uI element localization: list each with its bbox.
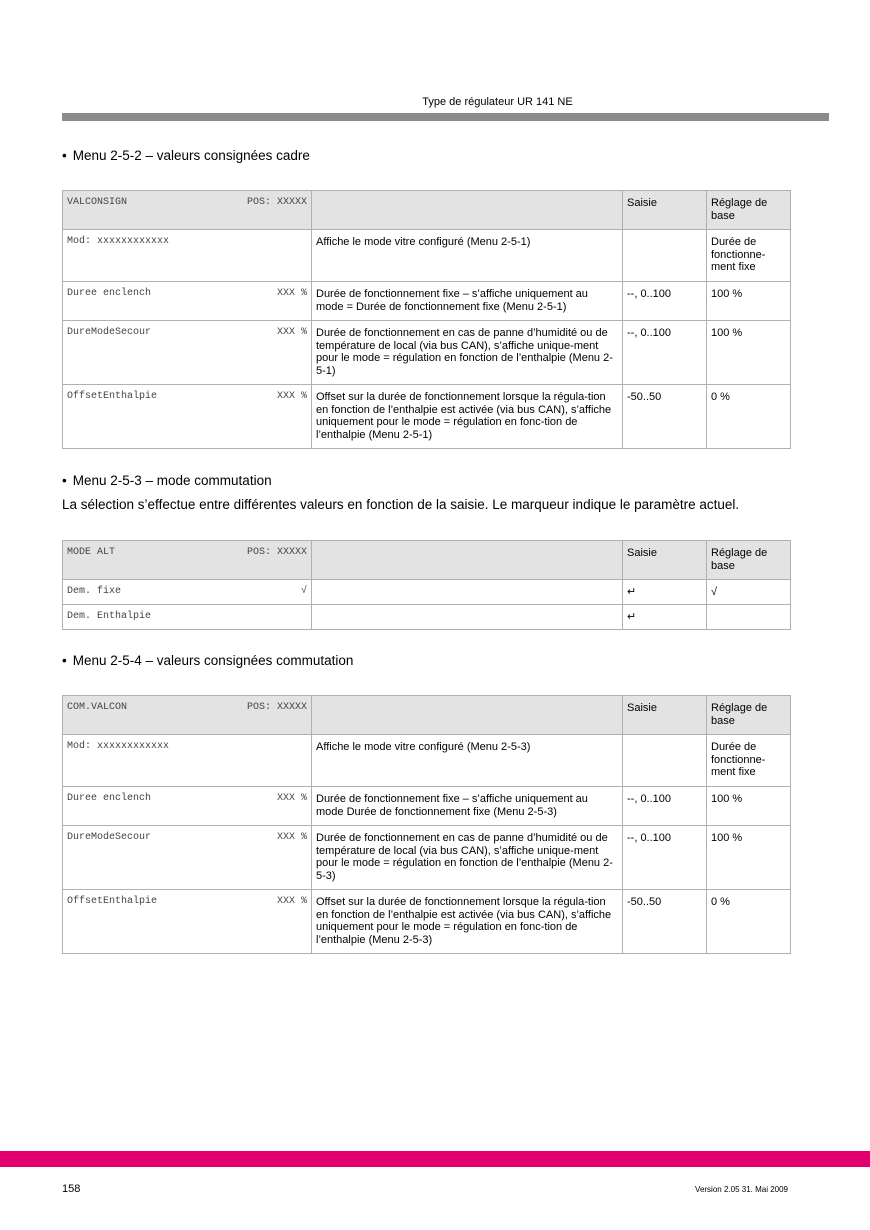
row-reglage: 100 % (707, 321, 791, 385)
header-cell-saisie: Saisie (623, 191, 707, 230)
row-code-cell (63, 230, 312, 282)
row-reglage: Durée de fonctionne-ment fixe (707, 230, 791, 282)
row-value: XXX % (276, 832, 307, 843)
table-row (63, 787, 791, 826)
row-reglage: 0 % (707, 890, 791, 954)
row-value: XXX % (276, 288, 307, 299)
row-saisie: --, 0..100 (623, 321, 707, 385)
row-saisie (623, 230, 707, 282)
table-header-row (63, 191, 791, 230)
section-title-text: Menu 2-5-4 – valeurs consignées commutation (72, 653, 354, 668)
table-com-valcon (62, 695, 791, 954)
header-cell-code (63, 191, 312, 230)
row-description: Affiche le mode vitre configuré (Menu 2-5-3) (312, 735, 623, 787)
row-description: Durée de fonctionnement en cas de panne d’humidité ou de température de local (via bus CAN), s’affiche unique-ment pour le mode = régulation en fonction de l’enthalpie (Menu 2-5-1) (312, 321, 623, 385)
table-header-row (63, 696, 791, 735)
row-description: Offset sur la durée de fonctionnement lorsque la régula-tion en fonction de l’enthalpie est activée (via bus CAN), s’affiche uniquement pour le mode = régulation en fonc-tion de l’enthalpie (Menu 2-5-3) (312, 890, 623, 954)
row-description (312, 605, 623, 630)
enter-key-icon: ↵ (623, 605, 707, 630)
row-code: Dem. Enthalpie (67, 611, 152, 622)
row-code: Duree enclench (67, 793, 152, 804)
row-code-cell (63, 385, 312, 449)
row-code-cell (63, 580, 312, 605)
section-title-text: Menu 2-5-2 – valeurs consignées cadre (72, 148, 310, 163)
row-reglage: 100 % (707, 282, 791, 321)
row-reglage: Durée de fonctionne-ment fixe (707, 735, 791, 787)
row-description (312, 580, 623, 605)
row-code: Mod: xxxxxxxxxxxx (67, 236, 170, 247)
version-label: Version 2.05 31. Mai 2009 (695, 1185, 788, 1194)
table-row (63, 282, 791, 321)
table-row (63, 321, 791, 385)
row-code-cell (63, 890, 312, 954)
header-code: VALCONSIGN (67, 197, 128, 208)
row-code: OffsetEnthalpie (67, 896, 158, 907)
table-row (63, 385, 791, 449)
row-reglage: 100 % (707, 826, 791, 890)
row-code-cell (63, 787, 312, 826)
header-cell-reglage: Réglage de base (707, 191, 791, 230)
table-row (63, 605, 791, 630)
table-row (63, 890, 791, 954)
bullet-icon: • (62, 653, 67, 668)
section-title-menu-2-5-4 (62, 653, 353, 668)
row-description: Durée de fonctionnement fixe – s’affiche uniquement au mode Durée de fonctionnement fixe (Menu 2-5-3) (312, 787, 623, 826)
row-code: Duree enclench (67, 288, 152, 299)
row-code: Mod: xxxxxxxxxxxx (67, 741, 170, 752)
checkmark-icon: √ (300, 586, 307, 597)
row-code: DureModeSecour (67, 327, 152, 338)
row-code: Dem. fixe (67, 586, 122, 597)
header-cell-code (63, 696, 312, 735)
header-code: MODE ALT (67, 547, 116, 558)
row-code: OffsetEnthalpie (67, 391, 158, 402)
row-description: Durée de fonctionnement fixe – s’affiche uniquement au mode = Durée de fonctionnement fixe (Menu 2-5-1) (312, 282, 623, 321)
row-code-cell (63, 605, 312, 630)
row-saisie (623, 735, 707, 787)
table-valconsign (62, 190, 791, 449)
row-reglage: 0 % (707, 385, 791, 449)
row-code-cell (63, 321, 312, 385)
section-paragraph: La sélection s’effectue entre différentes valeurs en fonction de la saisie. Le marqueur indique le paramètre actuel. (62, 497, 740, 512)
document-header-title: Type de régulateur UR 141 NE (422, 96, 573, 108)
section-title-menu-2-5-3 (62, 473, 272, 488)
row-saisie: --, 0..100 (623, 826, 707, 890)
checkmark-icon: √ (707, 580, 791, 605)
enter-key-icon: ↵ (623, 580, 707, 605)
table-header-row (63, 541, 791, 580)
row-code-cell (63, 735, 312, 787)
row-description: Offset sur la durée de fonctionnement lorsque la régula-tion en fonction de l’enthalpie est activée (via bus CAN), s’affiche uniquement pour le mode = régulation en fonc-tion de l’enthalpie (Menu 2-5-1) (312, 385, 623, 449)
row-reglage: 100 % (707, 787, 791, 826)
header-cell-desc (312, 696, 623, 735)
header-pos: POS: XXXXX (246, 197, 307, 208)
header-pos: POS: XXXXX (246, 702, 307, 713)
header-cell-code (63, 541, 312, 580)
row-description: Durée de fonctionnement en cas de panne d’humidité ou de température de local (via bus CAN), s’affiche unique-ment pour le mode = régulation en fonction de l’enthalpie (Menu 2-5-3) (312, 826, 623, 890)
section-title-text: Menu 2-5-3 – mode commutation (72, 473, 272, 488)
header-cell-desc (312, 541, 623, 580)
header-code: COM.VALCON (67, 702, 128, 713)
table-row (63, 230, 791, 282)
header-cell-desc (312, 191, 623, 230)
row-value: XXX % (276, 391, 307, 402)
bullet-icon: • (62, 473, 67, 488)
row-description: Affiche le mode vitre configuré (Menu 2-5-1) (312, 230, 623, 282)
footer-bar (0, 1151, 870, 1167)
header-cell-reglage: Réglage de base (707, 541, 791, 580)
row-code: DureModeSecour (67, 832, 152, 843)
header-pos: POS: XXXXX (246, 547, 307, 558)
table-row (63, 580, 791, 605)
row-saisie: --, 0..100 (623, 282, 707, 321)
row-code-cell (63, 282, 312, 321)
row-value: XXX % (276, 327, 307, 338)
row-value: XXX % (276, 896, 307, 907)
table-mode-alt (62, 540, 791, 630)
table-row (63, 735, 791, 787)
header-cell-saisie: Saisie (623, 541, 707, 580)
bullet-icon: • (62, 148, 67, 163)
row-saisie: -50..50 (623, 890, 707, 954)
page-number: 158 (62, 1183, 81, 1195)
section-title-menu-2-5-2 (62, 148, 310, 163)
row-code-cell (63, 826, 312, 890)
table-row (63, 826, 791, 890)
row-value: XXX % (276, 793, 307, 804)
row-reglage (707, 605, 791, 630)
row-saisie: --, 0..100 (623, 787, 707, 826)
header-cell-saisie: Saisie (623, 696, 707, 735)
header-cell-reglage: Réglage de base (707, 696, 791, 735)
header-rule (62, 113, 829, 121)
row-saisie: -50..50 (623, 385, 707, 449)
